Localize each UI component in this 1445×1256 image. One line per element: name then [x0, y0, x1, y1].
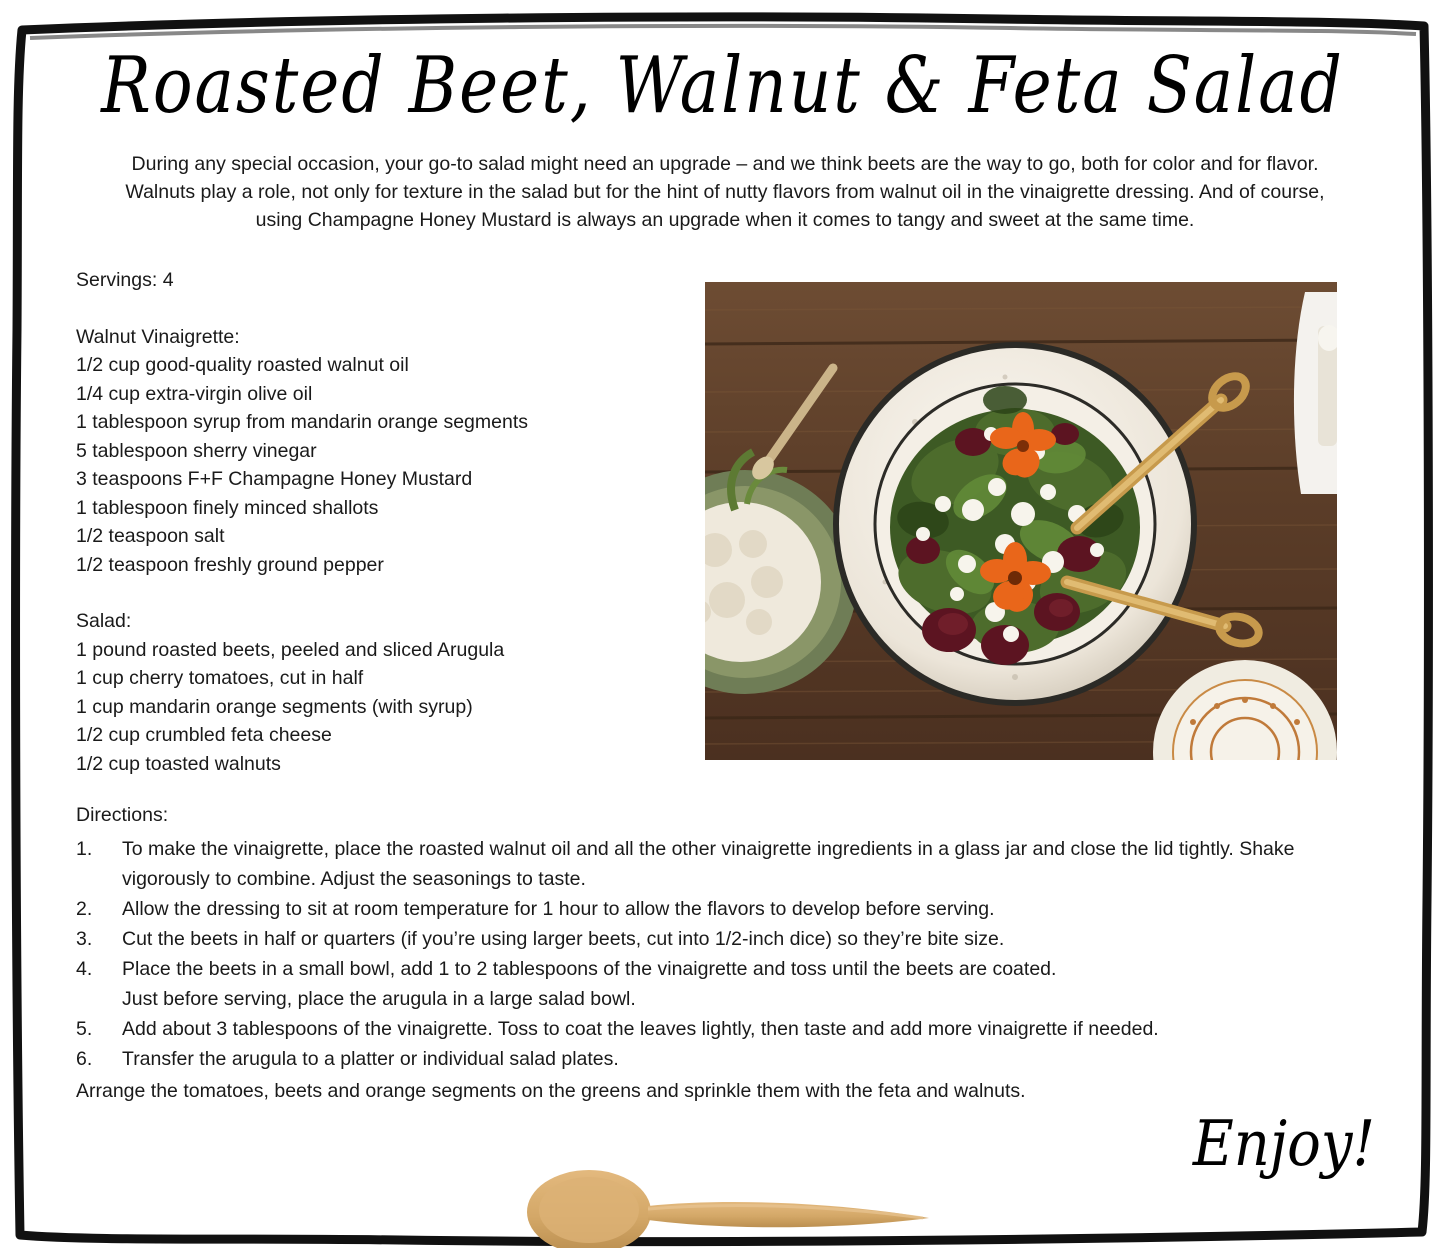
- list-item: [76, 954, 1376, 1014]
- salad-photo: [705, 282, 1337, 760]
- list-item: 1 tablespoon finely minced shallots: [76, 496, 379, 519]
- list-item: [76, 924, 1376, 954]
- directions-section: [76, 800, 1376, 1074]
- list-item: 1/2 teaspoon freshly ground pepper: [76, 553, 384, 576]
- step-text: To make the vinaigrette, place the roasted walnut oil and all the other vinaigrette ingredients in a glass jar and close the lid tightly. Shake vigorously to combine. Adjust the seasonings to taste.: [122, 838, 1295, 890]
- salad-heading: Salad:: [76, 610, 132, 632]
- step-text: Transfer the arugula to a platter or individual salad plates.: [122, 1048, 619, 1070]
- step-text: Place the beets in a small bowl, add 1 to 2 tablespoons of the vinaigrette and toss until the beets are coated.: [122, 958, 1057, 980]
- step-number: 5.: [76, 1018, 93, 1040]
- page-title: Roasted Beet, Walnut & Feta Salad: [101, 40, 1344, 131]
- list-item: [76, 894, 1376, 924]
- list-item: 1/2 cup crumbled feta cheese: [76, 724, 332, 746]
- step-subtext: Just before serving, place the arugula in a large salad bowl.: [122, 988, 636, 1010]
- directions-list: [76, 834, 1376, 1074]
- list-item: 3 teaspoons F+F Champagne Honey Mustard: [76, 468, 473, 490]
- step-number: 3.: [76, 928, 93, 950]
- vinaigrette-ingredient-list: [76, 351, 686, 579]
- closing-note: Arrange the tomatoes, beets and orange segments on the greens and sprinkle them with the feta and walnuts.: [76, 1080, 1026, 1102]
- servings-label: Servings: 4: [76, 269, 174, 291]
- list-item: 1 cup cherry tomatoes, cut in half: [76, 667, 364, 689]
- intro-paragraph: During any special occasion, your go-to salad might need an upgrade – and we think beets are the way to go, both for color and for flavor. Walnuts play a role, not only for texture in the salad but for the hint of nutty flavors from walnut oil in the vinaigrette dressing. And of course, using Champagne Honey Mustard is always an upgrade when it comes to tangy and sweet at the same time.: [125, 153, 1325, 231]
- salad-ingredient-list: [76, 636, 686, 779]
- step-number: 6.: [76, 1048, 93, 1070]
- list-item: 1/2 teaspoon salt: [76, 525, 225, 547]
- vinaigrette-heading: Walnut Vinaigrette:: [76, 325, 240, 348]
- step-text: Allow the dressing to sit at room temperature for 1 hour to allow the flavors to develop before serving.: [122, 898, 995, 920]
- wooden-spoon-illustration: [505, 1168, 935, 1248]
- list-item: [76, 1014, 1376, 1044]
- step-text: Add about 3 tablespoons of the vinaigrette. Toss to coat the leaves lightly, then taste and add more vinaigrette if needed.: [122, 1018, 1159, 1040]
- list-item: 1/2 cup good-quality roasted walnut oil: [76, 354, 409, 376]
- step-number: 2.: [76, 898, 93, 920]
- list-item: [76, 1044, 1376, 1074]
- step-number: 4.: [76, 958, 93, 980]
- list-item: 1 cup mandarin orange segments (with syrup): [76, 695, 473, 718]
- list-item: 1/4 cup extra-virgin olive oil: [76, 382, 313, 405]
- step-text: Cut the beets in half or quarters (if you’re using larger beets, cut into 1/2-inch dice) so they’re bite size.: [122, 928, 1005, 950]
- list-item: 1 pound roasted beets, peeled and sliced Arugula: [76, 638, 505, 661]
- spacer: [76, 579, 686, 607]
- enjoy-signature: Enjoy!: [1192, 1108, 1375, 1181]
- list-item: 5 tablespoon sherry vinegar: [76, 439, 317, 462]
- directions-heading: Directions:: [76, 804, 169, 826]
- list-item: [76, 834, 1376, 894]
- ingredients-column: [76, 266, 686, 778]
- list-item: 1 tablespoon syrup from mandarin orange segments: [76, 411, 529, 433]
- list-item: 1/2 cup toasted walnuts: [76, 752, 281, 775]
- step-number: 1.: [76, 838, 93, 860]
